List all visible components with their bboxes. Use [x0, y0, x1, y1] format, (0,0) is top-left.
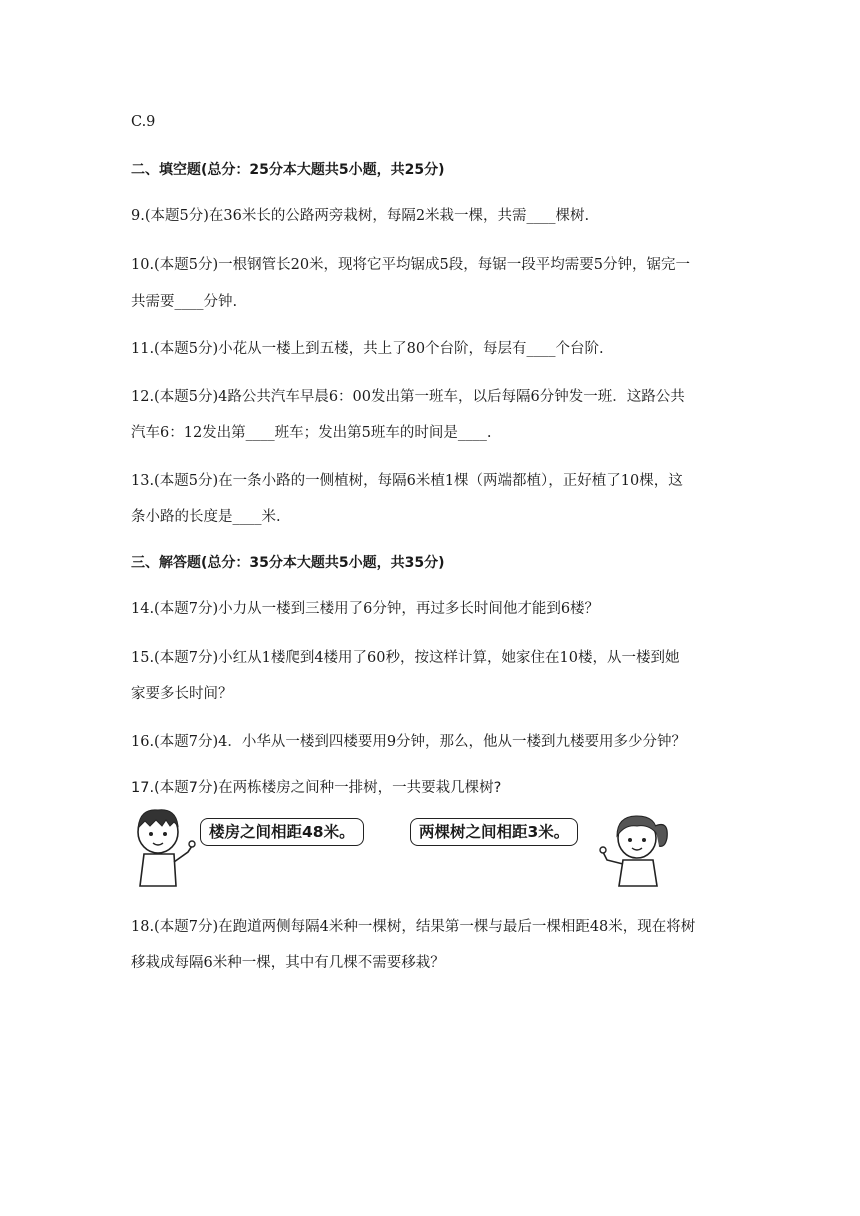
question-14: 14.(本题7分)小力从一楼到三楼用了6分钟，再过多长时间他才能到6楼？	[131, 601, 600, 617]
question-18-line-1: 18.(本题7分)在跑道两侧每隔4米种一棵树，结果第一棵与最后一棵相距48米，现在将树	[131, 919, 696, 935]
question-13-line-2: 条小路的长度是____米.	[131, 509, 281, 525]
question-13-line-1: 13.(本题5分)在一条小路的一侧植树，每隔6米植1棵（两端都植），正好植了10棵，这	[131, 473, 683, 489]
question-17-illustration	[120, 800, 680, 890]
question-15-line-2: 家要多长时间？	[131, 686, 233, 702]
question-10-line-1: 10.(本题5分)一根钢管长20米，现将它平均锯成5段，每锯一段平均需要5分钟，锯完一	[131, 257, 690, 273]
question-16: 16.(本题7分)4．小华从一楼到四楼要用9分钟，那么，他从一楼到九楼要用多少分钟？	[131, 734, 687, 750]
option-c: C.9	[131, 114, 156, 130]
question-11: 11.(本题5分)小花从一楼上到五楼，共上了80个台阶，每层有____个台阶.	[131, 341, 604, 357]
girl-speech-bubble: 两棵树之间相距3米。	[410, 818, 578, 846]
section-heading-answer: 三、解答题(总分：35分本大题共5小题，共35分)	[131, 555, 445, 571]
question-12-line-1: 12.(本题5分)4路公共汽车早晨6：00发出第一班车，以后每隔6分钟发一班．这路公共	[131, 389, 685, 405]
question-15-line-1: 15.(本题7分)小红从1楼爬到4楼用了60秒，按这样计算，她家住在10楼，从一楼到她	[131, 650, 680, 666]
question-12-line-2: 汽车6：12发出第____班车；发出第5班车的时间是____.	[131, 425, 492, 441]
girl-icon	[595, 802, 675, 888]
question-18-line-2: 移栽成每隔6米种一棵，其中有几棵不需要移栽？	[131, 955, 445, 971]
question-10-line-2: 共需要____分钟.	[131, 294, 238, 310]
section-heading-fill-in: 二、填空题(总分：25分本大题共5小题，共25分)	[131, 162, 445, 178]
boy-icon	[128, 802, 198, 888]
question-9: 9.(本题5分)在36米长的公路两旁栽树，每隔2米栽一棵，共需____棵树.	[131, 208, 590, 224]
boy-speech-bubble: 楼房之间相距48米。	[200, 818, 364, 846]
question-17: 17.(本题7分)在两栋楼房之间种一排树，一共要栽几棵树?	[131, 780, 502, 796]
